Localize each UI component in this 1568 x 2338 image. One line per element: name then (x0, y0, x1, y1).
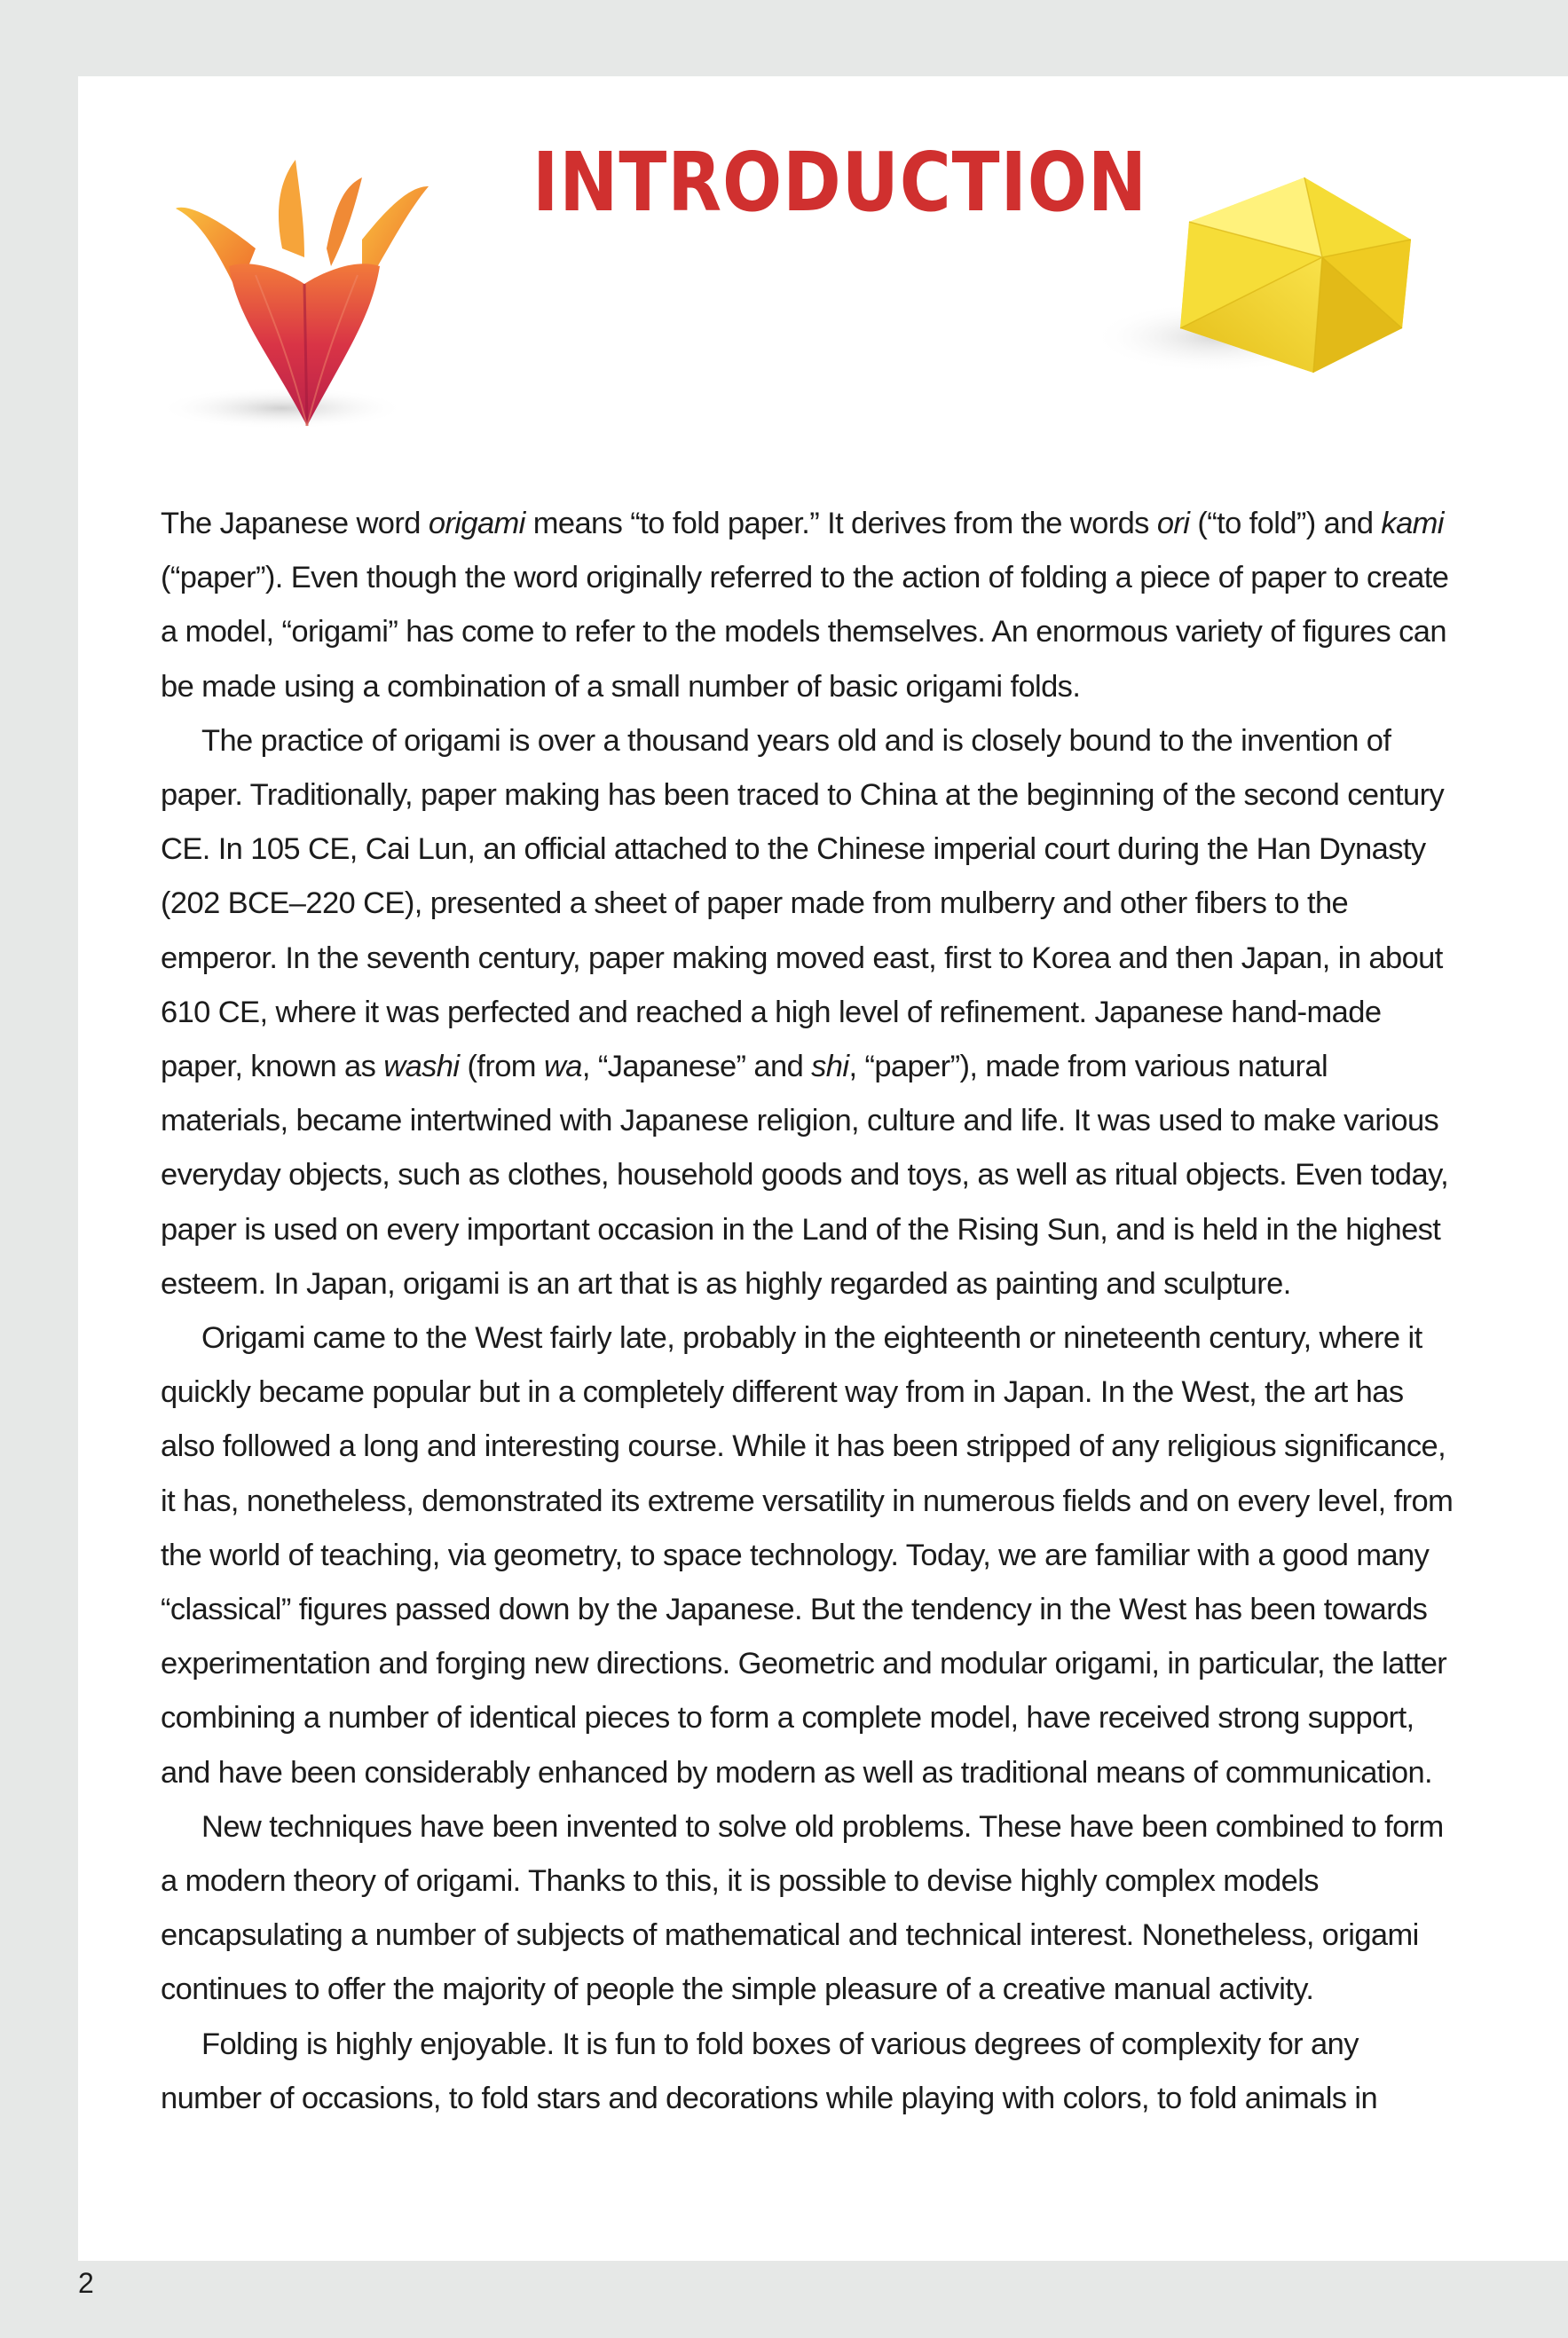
origami-yellow-balloon-icon (1083, 160, 1455, 426)
page-title: INTRODUCTION (532, 135, 1148, 230)
page-number: 2 (78, 2267, 94, 2299)
origami-lily-icon (149, 142, 451, 444)
paragraph-2: The practice of origami is over a thousand years old and is closely bound to the invention of paper. Traditionally, paper making has been traced to China at the beginning of the second century CE. In 105 CE, Cai Lun, an official attached to the Chinese imperial court during the Han Dynasty (202 BCE–220 CE), presented a sheet of paper made from mulberry and other fibers to the emperor. In the seventh century, paper making moved east, first to Korea and then Japan, in about 610 CE, where it was perfected and reached a high level of refinement. Japanese hand-made paper, known as washi (from wa, “Japanese” and shi, “paper”), made from various natural materials, became intertwined with Japanese religion, culture and life. It was used to make various everyday objects, such as clothes, household goods and toys, as well as ritual objects. Even today, paper is used on every important occasion in the Land of the Rising Sun, and is held in the highest esteem. In Japan, origami is an art that is as highly regarded as painting and sculpture. (161, 723, 1449, 1301)
paragraph-5: Folding is highly enjoyable. It is fun to fold boxes of various degrees of complexity for any number of occasions, to fold stars and decorations while playing with colors, to fold animals in (161, 2027, 1378, 2115)
paragraph-1: The Japanese word origami means “to fold paper.” It derives from the words ori (“to fold”) and kami (“paper”). Even though the word originally referred to the action of folding a piece of paper to create a model, “origami” has come to refer to the models themselves. An enormous variety of figures can be made using a combination of a small number of basic origami folds. (161, 507, 1449, 704)
paragraph-3: Origami came to the West fairly late, probably in the eighteenth or nineteenth century, where it quickly became popular but in a completely different way from in Japan. In the West, the art has also followed a long and interesting course. While it has been stripped of any religious significance, it has, nonetheless, demonstrated its extreme versatility in numerous fields and on every level, from the world of teaching, via geometry, to space technology. Today, we are familiar with a good many “classical” figures passed down by the Japanese. But the tendency in the West has been towards experimentation and forging new directions. Geometric and modular origami, in particular, the latter combining a number of identical pieces to form a complete model, have received strong support, and have been considerably enhanced by modern as well as traditional means of communication. (161, 1321, 1454, 1790)
paragraph-4: New techniques have been invented to solve old problems. These have been combined to form a modern theory of origami. Thanks to this, it is possible to devise highly complex models encapsulating a number of subjects of mathematical and technical interest. Nonetheless, origami continues to offer the majority of people the simple pleasure of a creative manual activity. (161, 1809, 1444, 2007)
body-text (161, 497, 1456, 2126)
